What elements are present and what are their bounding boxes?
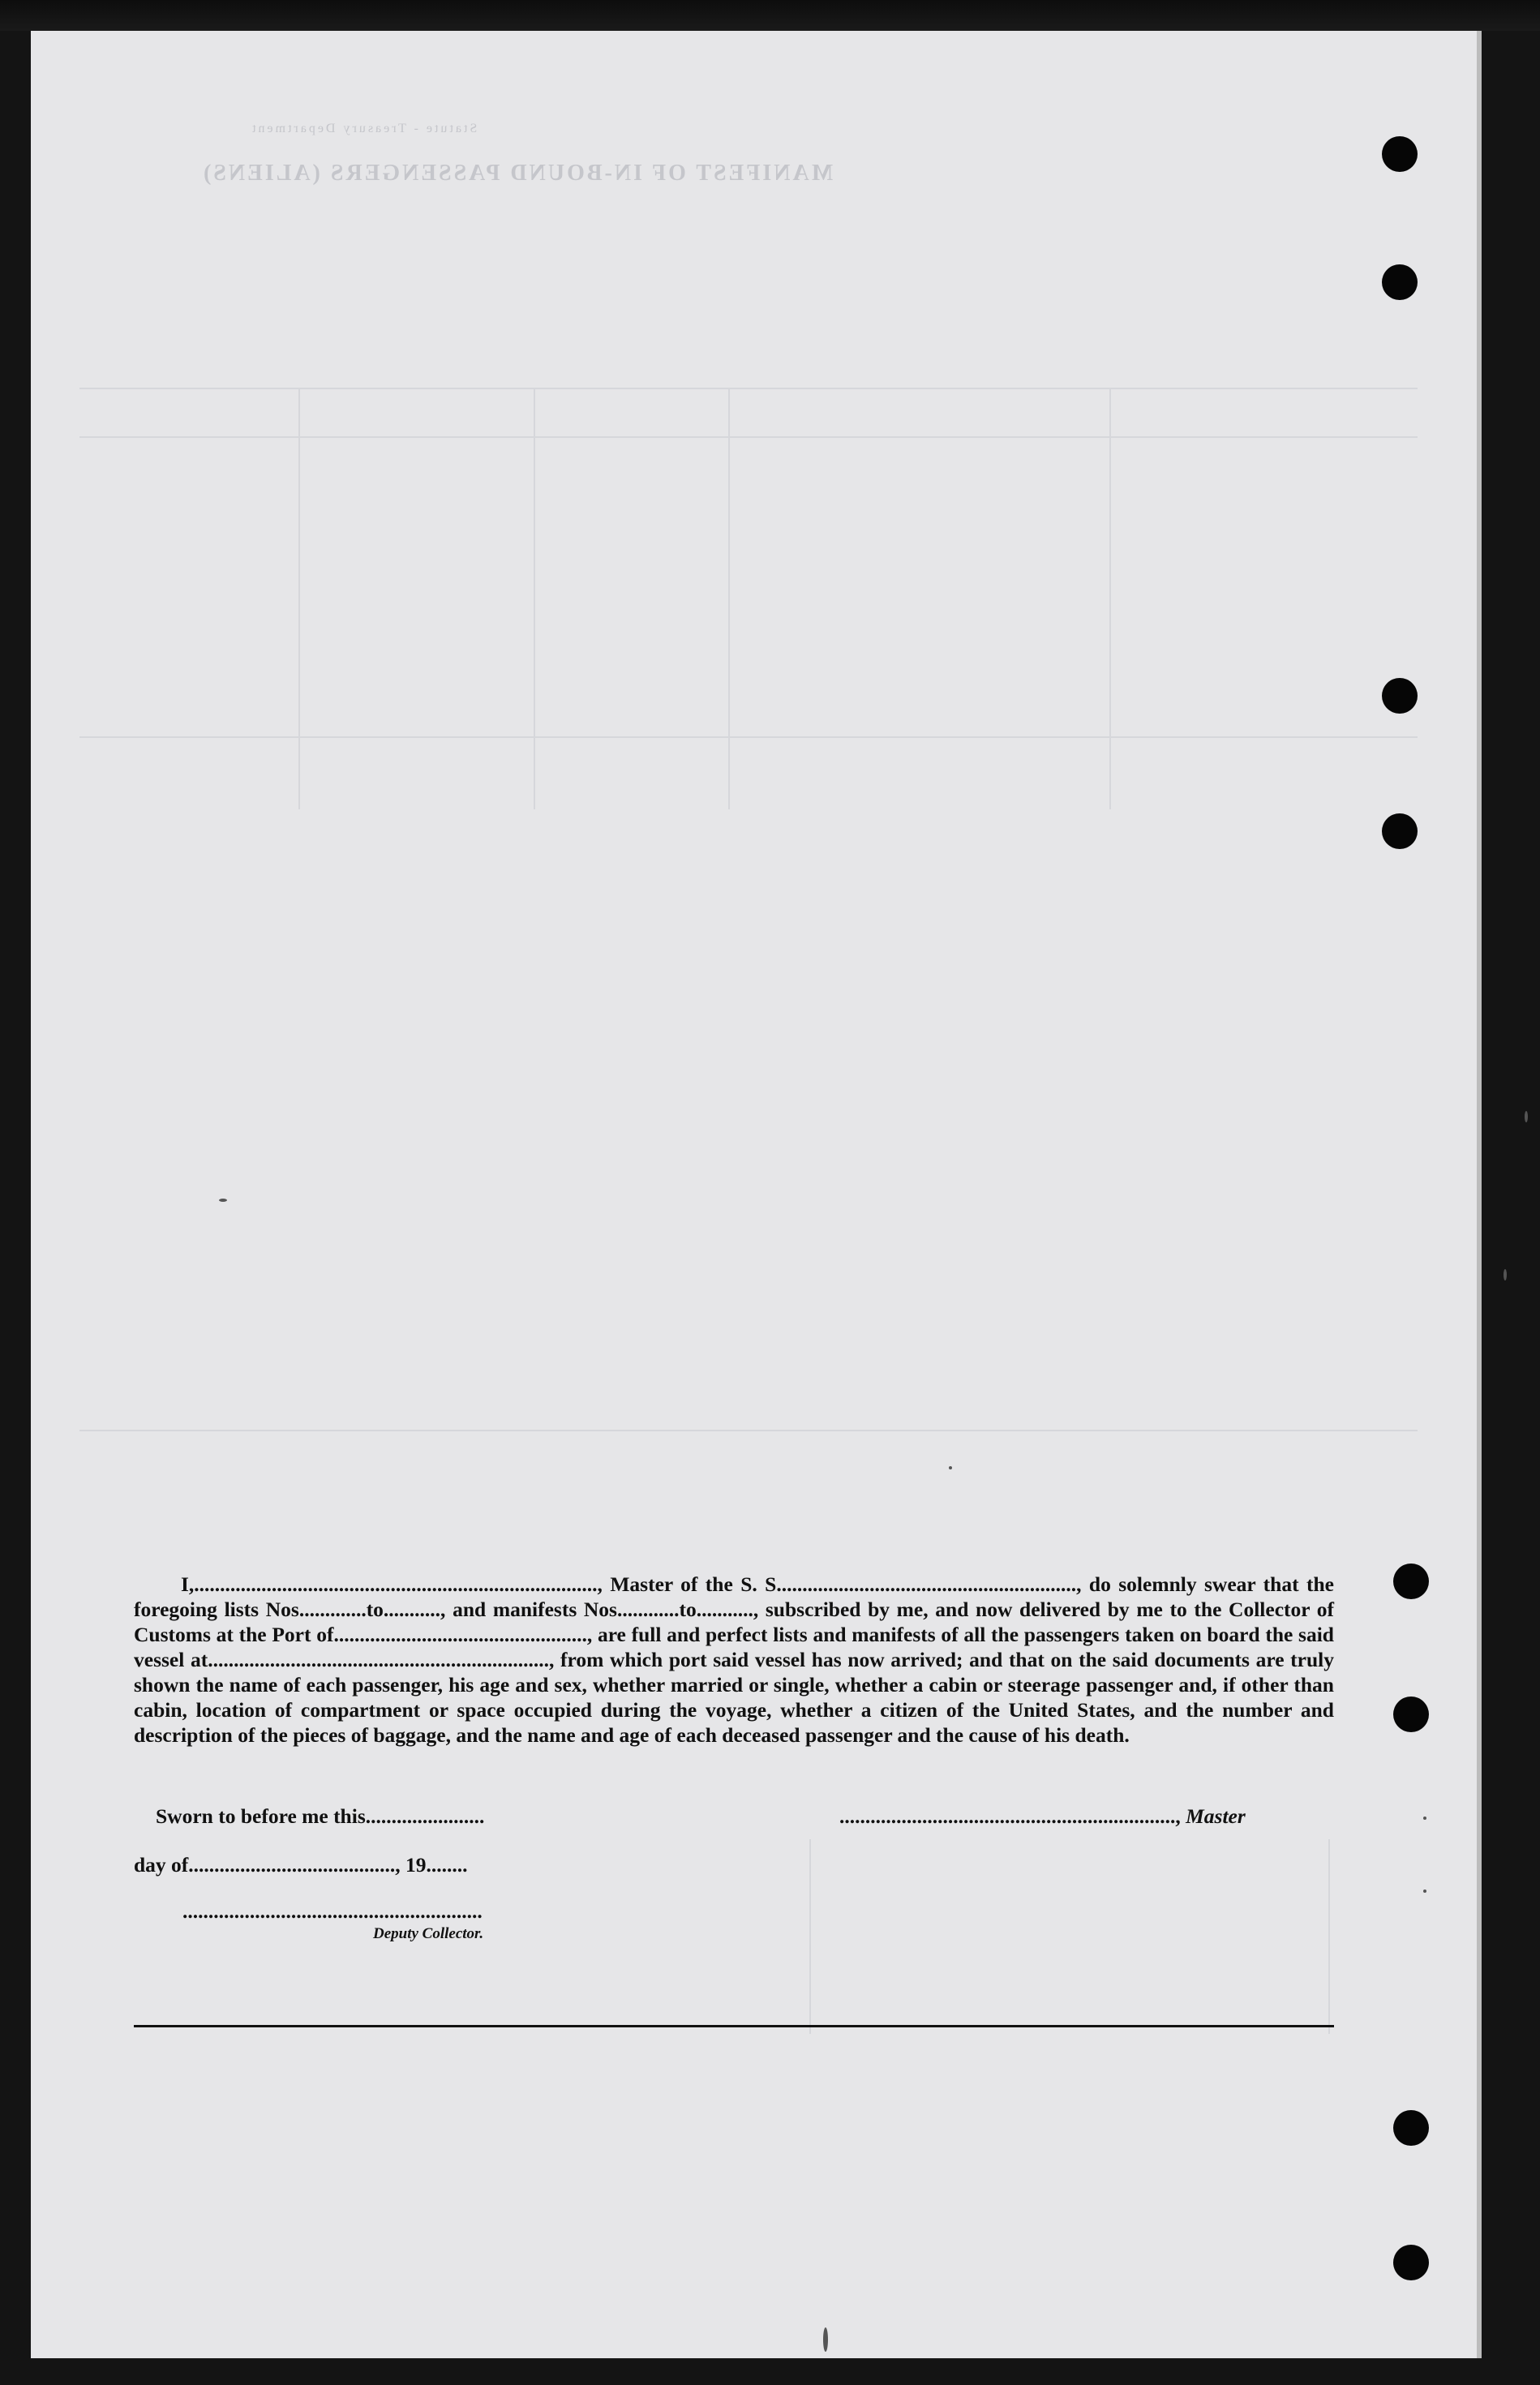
bleed-column-rule	[728, 388, 730, 809]
punch-hole	[1393, 1697, 1429, 1732]
scan-speck	[823, 2327, 828, 2352]
bleed-column-rule	[1328, 1839, 1330, 2034]
deputy-collector-label: Deputy Collector.	[373, 1925, 484, 1942]
master-signature-line	[839, 1804, 1246, 1829]
punch-hole	[1382, 136, 1418, 172]
punch-hole	[1382, 813, 1418, 849]
bottom-rule	[134, 2025, 1334, 2027]
bleed-through-subtitle: Statute - Treasury Department	[250, 122, 478, 135]
punch-hole	[1393, 2245, 1429, 2280]
punch-hole	[1382, 264, 1418, 300]
bleed-column-rule	[1109, 388, 1111, 809]
bleed-rule	[79, 1430, 1418, 1431]
scan-speck	[1504, 1269, 1507, 1280]
bleed-column-rule	[298, 388, 300, 809]
deputy-signature-line: ..........................................................	[182, 1899, 483, 1923]
scan-top-edge	[0, 0, 1540, 31]
punch-hole	[1382, 678, 1418, 714]
manifest-sheet	[31, 31, 1482, 2358]
master-oath-statement	[134, 1572, 1334, 1748]
punch-hole	[1393, 2110, 1429, 2146]
scan-speck	[1525, 1111, 1528, 1122]
scan-speck	[219, 1199, 227, 1202]
day-of-line: day of........................................, 19........	[134, 1853, 468, 1877]
bleed-rule	[79, 388, 1418, 389]
bleed-rule	[79, 436, 1418, 438]
bleed-column-rule	[809, 1839, 811, 2034]
scan-speck	[1423, 1890, 1426, 1893]
bleed-column-rule	[534, 388, 535, 809]
scan-speck	[949, 1466, 952, 1469]
punch-hole	[1393, 1564, 1429, 1599]
bleed-through-title: MANIFEST OF IN-BOUND PASSENGERS (ALIENS)	[201, 161, 834, 186]
oath-paragraph: I,.............................................................................., Master of the S. S.........................................................., do solemnly swear that the foregoing lists Nos.............to..........., and manifests Nos............to..........., subscribed by me, and now delivered by me to the Collector of Customs at the Port of................................................., are full and perfect lists and manifests of all the passengers taken on board the said vessel at.................................................................., from which port said vessel has now arrived; and that on the said documents are truly shown the name of each passenger, his age and sex, whether married or single, whether a cabin or steerage passenger and, if other than cabin, location of compartment or space occupied during the voyage, whether a citizen of the United States, and the number and description of the pieces of baggage, and the name and age of each deceased passenger and the cause of his death.	[134, 1572, 1334, 1747]
master-signature-dots: .................................................................,	[839, 1804, 1181, 1828]
scan-speck	[1423, 1817, 1426, 1820]
master-label: Master	[1186, 1804, 1246, 1828]
sworn-before-line: Sworn to before me this.......................	[156, 1804, 485, 1828]
bleed-rule	[79, 736, 1418, 738]
